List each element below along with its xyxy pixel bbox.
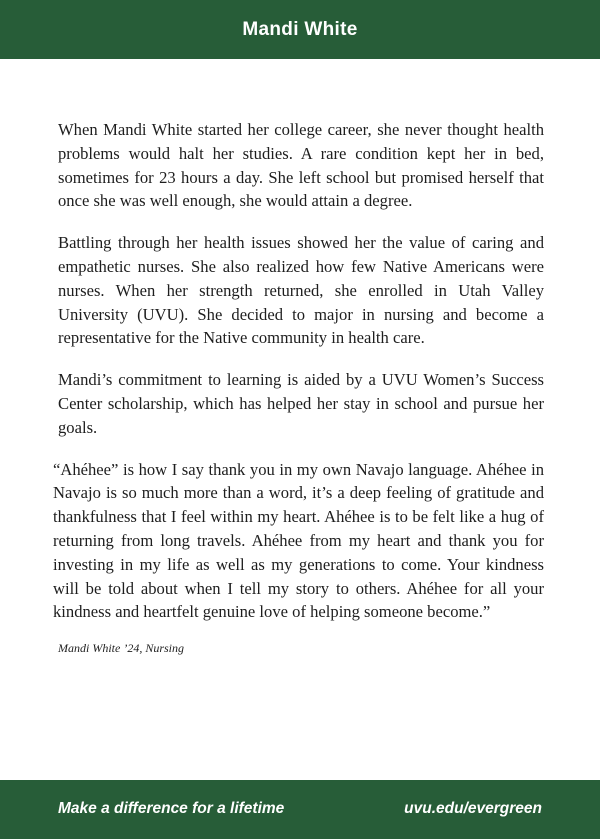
- footer-url-link[interactable]: uvu.edu/evergreen: [404, 800, 542, 817]
- story-paragraph-1: When Mandi White started her college career, she never thought health problems would halt her studies. A rare condition kept her in bed, sometimes for 23 hours a day. She left school but promised herself that once she was well enough, she would attain a degree.: [58, 120, 544, 211]
- footer-bar: [0, 780, 600, 839]
- quote-attribution: Mandi White ’24, Nursing: [58, 641, 184, 656]
- story-content: [53, 118, 544, 656]
- page-title: Mandi White: [242, 18, 358, 40]
- testimonial-quote: “Ahéhee” is how I say thank you in my own Navajo language. Ahéhee in Navajo is so much more than a word, it’s a deep feeling of gratitude and thankfulness that I feel within my heart. Ahéhee is to be felt like a hug of returning from long travels. Ahéhee from my heart and thank you for investing in my life as well as my generations to come. Your kindness will be told about when I tell my story to others. Ahéhee for all your kindness and heartfelt genuine love of helping someone become.”: [53, 459, 544, 622]
- footer-tagline: Make a difference for a lifetime: [58, 800, 285, 817]
- header-bar: [0, 0, 600, 59]
- story-paragraph-3: Mandi’s commitment to learning is aided by a UVU Women’s Success Center scholarship, which has helped her stay in school and pursue her goals.: [58, 370, 544, 437]
- story-paragraph-2: Battling through her health issues showed her the value of caring and empathetic nurses. She also realized how few Native Americans were nurses. When her strength returned, she enrolled in Utah Valley University (UVU). She decided to major in nursing and become a representative for the Native community in health care.: [58, 233, 544, 348]
